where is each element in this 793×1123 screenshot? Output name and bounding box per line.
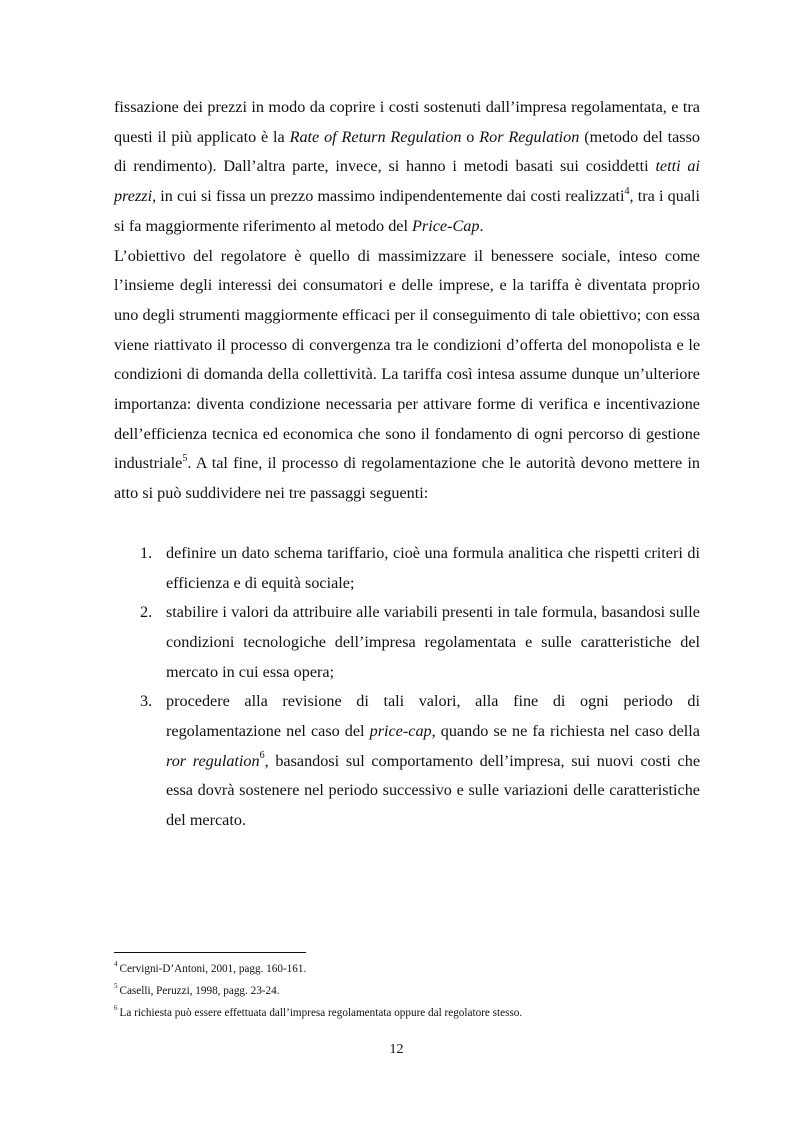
- page-number: 12: [389, 1042, 404, 1057]
- footnote-separator: [114, 952, 306, 953]
- footnotes: [114, 959, 714, 1024]
- list-item: 2. stabilire i valori da attribuire alle variabili presenti in tale formula, basandosi sulle condizioni tecnologiche dell’impresa regolamentata e sulle caratteristiche del mercato in cui essa opera;: [114, 598, 700, 687]
- italic-term: Ror Regulation: [479, 127, 580, 146]
- italic-term: tetti ai prezzi: [114, 157, 701, 206]
- paragraph-2: L’obiettivo del regolatore è quello di massimizzare il benessere sociale, inteso come l’insieme degli interessi dei consumatori e delle imprese, e la tariffa è diventata proprio uno degli strumenti maggiormente efficaci per il conseguimento di tale obiettivo; con essa viene riattivato il processo di convergenza tra le condizioni d’offerta del monopolista e le condizioni di domanda della collettività. La tariffa così intesa assume dunque un’ulteriore importanza: diventa condizione necessaria per attivare forme di verifica e incentivazione dell’efficienza tecnica ed economica che sono il fondamento di ogni percorso di gestione industriale$^5$. A tal fine, il processo di regolamentazione che le autorità devono mettere in atto si può suddividere nei tre passaggi seguenti:: [114, 246, 700, 503]
- footnote-ref-5[interactable]: 5: [182, 453, 188, 465]
- list-item: 1. definire un dato schema tariffario, cioè una formula analitica che rispetti criteri di efficienza e di equità sociale;: [114, 539, 700, 598]
- footnote-ref-4[interactable]: 4: [624, 185, 630, 197]
- italic-term: ror regulation: [166, 751, 260, 770]
- italic-term: Price-Cap: [412, 216, 480, 235]
- italic-term: price-cap: [369, 722, 432, 741]
- list-number: 1.: [140, 543, 153, 562]
- italic-term: Rate of Return Regulation: [289, 127, 462, 146]
- numbered-list: [114, 539, 700, 836]
- footnote-5: $^5$ Caselli, Peruzzi, 1998, pagg. 23-24.: [114, 982, 280, 997]
- footnote-4: $^4$ Cervigni-D’Antoni, 2001, pagg. 160-161.: [114, 960, 307, 975]
- paragraph-1: fissazione dei prezzi in modo da coprire i costi sostenuti dall’impresa regolamentata, e tra questi il più applicato è la Rate of Return Regulation o Ror Regulation (metodo del tasso di rendimento). Dall’altra parte, invece, si hanno i metodi basati sui cosiddetti tetti ai prezzi, in cui si fissa un prezzo massimo indipendentemente dai costi realizzati$^4$, tra i quali si fa maggiormente riferimento al metodo del Price-Cap.: [114, 98, 701, 235]
- list-item: 3. procedere alla revisione di tali valori, alla fine di ogni periodo di regolamentazione nel caso del price-cap, quando se ne fa richiesta nel caso della ror regulation$^6$, basandosi sul comportamento dell’impresa, sui nuovi costi che essa dovrà sostenere nel periodo successivo e sulle variazioni delle caratteristiche del mercato.: [114, 687, 700, 836]
- list-number: 2.: [140, 603, 153, 622]
- footnote-ref-6[interactable]: 6: [259, 750, 265, 762]
- list-number: 3.: [140, 692, 153, 711]
- body-text: [114, 93, 700, 836]
- footnote-6: $^6$ La richiesta può essere effettuata dall’impresa regolamentata oppure dal regolatore stesso.: [114, 1003, 523, 1019]
